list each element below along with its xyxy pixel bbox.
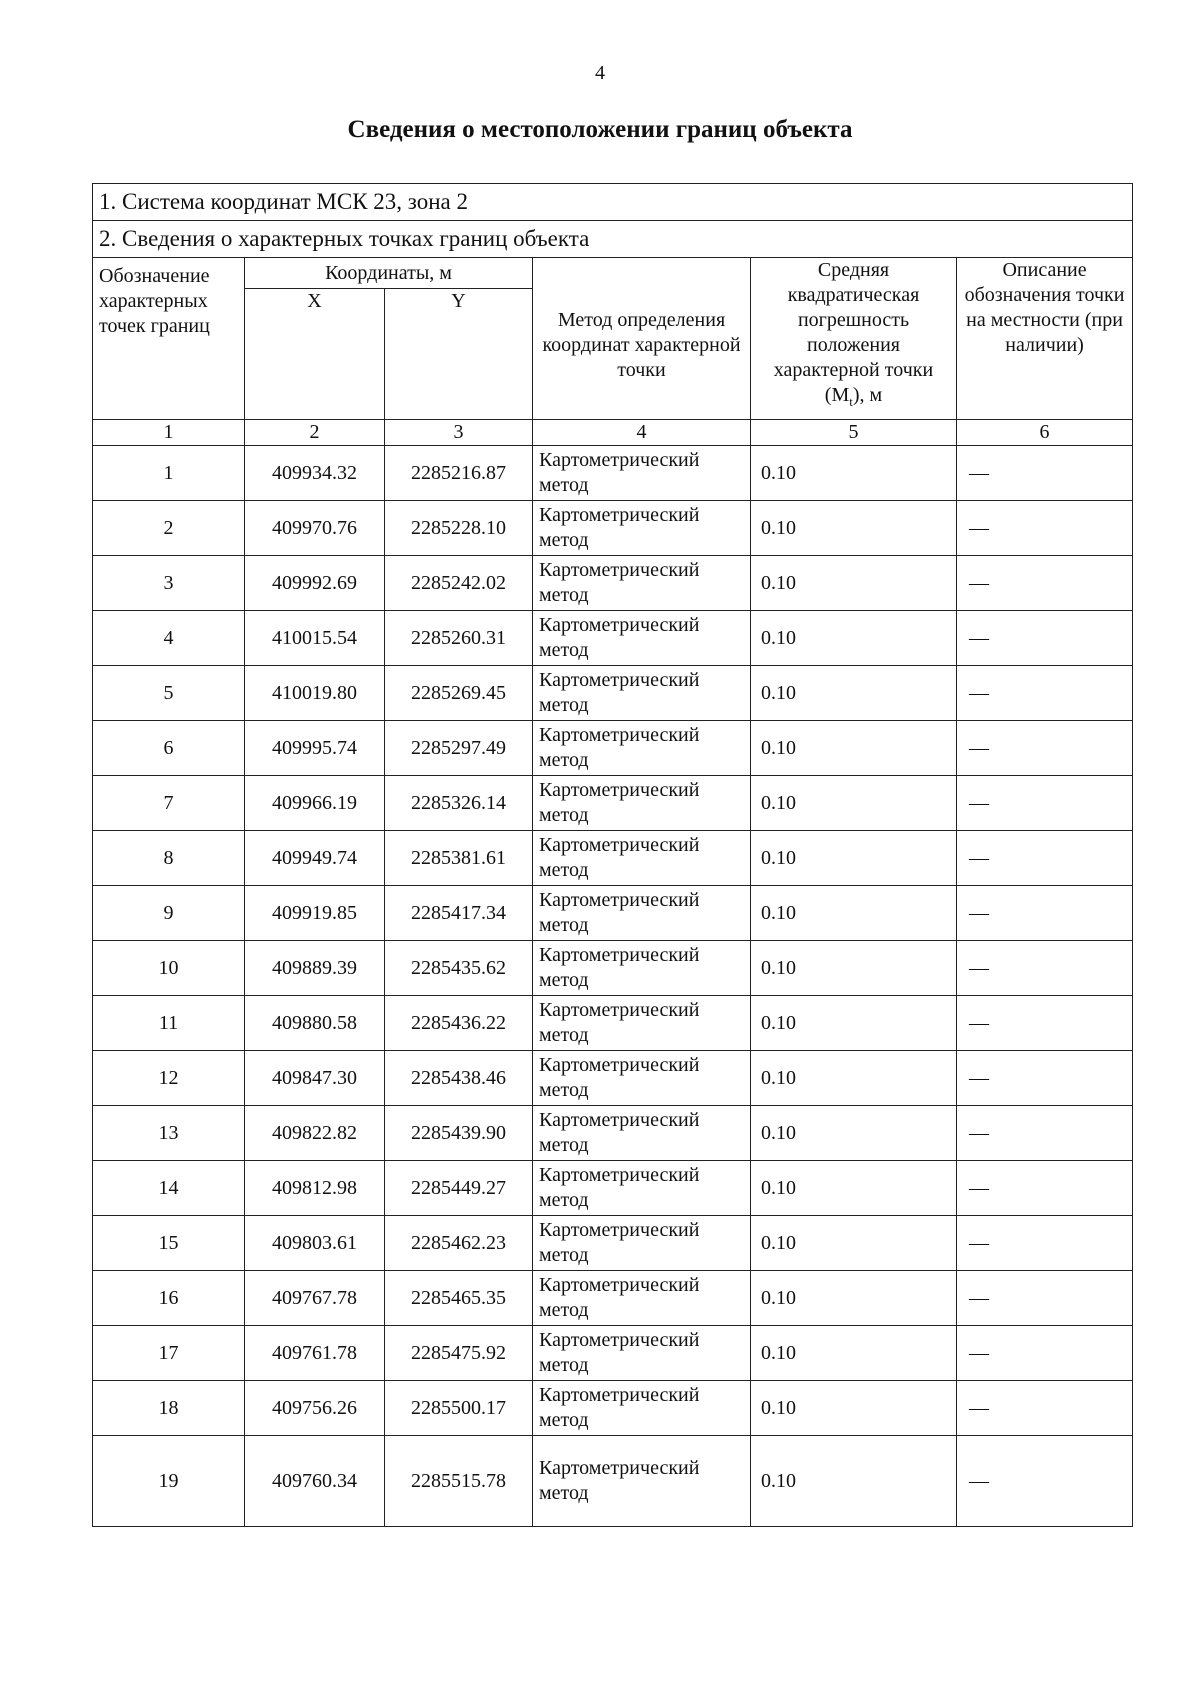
description-cell: — [957, 1436, 1133, 1527]
error-cell: 0.10 [751, 1381, 957, 1436]
method-cell: Картометрический метод [533, 721, 751, 776]
method-cell: Картометрический метод [533, 1381, 751, 1436]
table-row [93, 501, 1133, 556]
error-cell: 0.10 [751, 1271, 957, 1326]
y-coordinate-cell: 2285417.34 [385, 886, 533, 941]
method-cell: Картометрический метод [533, 1106, 751, 1161]
table-row [93, 1051, 1133, 1106]
method-cell: Картометрический метод [533, 941, 751, 996]
y-coordinate-cell: 2285435.62 [385, 941, 533, 996]
description-cell: — [957, 501, 1133, 556]
table-row [93, 556, 1133, 611]
y-coordinate-cell: 2285500.17 [385, 1381, 533, 1436]
page-number: 4 [595, 62, 605, 84]
y-coordinate-cell: 2285465.35 [385, 1271, 533, 1326]
description-cell: — [957, 941, 1133, 996]
x-coordinate-cell: 409949.74 [245, 831, 385, 886]
point-number-cell: 6 [93, 721, 245, 776]
description-cell: — [957, 1051, 1133, 1106]
description-cell: — [957, 1216, 1133, 1271]
table-row [93, 446, 1133, 501]
header-x: X [245, 289, 385, 420]
error-cell: 0.10 [751, 886, 957, 941]
column-number: 2 [245, 420, 385, 446]
x-coordinate-cell: 409767.78 [245, 1271, 385, 1326]
method-cell: Картометрический метод [533, 831, 751, 886]
table-row [93, 1271, 1133, 1326]
header-error-main: Средняя квадратическая погрешность положения характерной точки (M [773, 259, 934, 406]
header-error [751, 258, 957, 420]
x-coordinate-cell: 409761.78 [245, 1326, 385, 1381]
point-number-cell: 19 [93, 1436, 245, 1527]
y-coordinate-cell: 2285326.14 [385, 776, 533, 831]
description-cell: — [957, 666, 1133, 721]
error-cell: 0.10 [751, 1106, 957, 1161]
table-row [93, 611, 1133, 666]
table-row [93, 721, 1133, 776]
x-coordinate-cell: 409756.26 [245, 1381, 385, 1436]
points-section-row [93, 221, 1133, 258]
point-number-cell: 10 [93, 941, 245, 996]
description-cell: — [957, 886, 1133, 941]
y-coordinate-cell: 2285475.92 [385, 1326, 533, 1381]
table-row [93, 886, 1133, 941]
description-cell: — [957, 611, 1133, 666]
x-coordinate-cell: 409966.19 [245, 776, 385, 831]
point-number-cell: 4 [93, 611, 245, 666]
point-number-cell: 8 [93, 831, 245, 886]
description-cell: — [957, 776, 1133, 831]
method-cell: Картометрический метод [533, 1271, 751, 1326]
description-cell: — [957, 831, 1133, 886]
method-cell: Картометрический метод [533, 666, 751, 721]
description-cell: — [957, 1106, 1133, 1161]
point-number-cell: 9 [93, 886, 245, 941]
point-number-cell: 3 [93, 556, 245, 611]
x-coordinate-cell: 409822.82 [245, 1106, 385, 1161]
error-cell: 0.10 [751, 1216, 957, 1271]
method-cell: Картометрический метод [533, 1051, 751, 1106]
method-cell: Картометрический метод [533, 1436, 751, 1527]
description-cell: — [957, 1161, 1133, 1216]
x-coordinate-cell: 409919.85 [245, 886, 385, 941]
method-cell: Картометрический метод [533, 996, 751, 1051]
error-cell: 0.10 [751, 721, 957, 776]
x-coordinate-cell: 409934.32 [245, 446, 385, 501]
point-number-cell: 5 [93, 666, 245, 721]
coordinate-system-row [93, 184, 1133, 221]
table-row [93, 1161, 1133, 1216]
column-number-row [93, 420, 1133, 446]
description-cell: — [957, 556, 1133, 611]
table-row [93, 1106, 1133, 1161]
description-cell: — [957, 1381, 1133, 1436]
error-cell: 0.10 [751, 611, 957, 666]
description-cell: — [957, 1326, 1133, 1381]
page-title: Сведения о местоположении границ объекта [347, 116, 853, 143]
header-error-tail: ), м [852, 384, 883, 406]
y-coordinate-cell: 2285242.02 [385, 556, 533, 611]
x-coordinate-cell: 409812.98 [245, 1161, 385, 1216]
error-cell: 0.10 [751, 666, 957, 721]
y-coordinate-cell: 2285462.23 [385, 1216, 533, 1271]
y-coordinate-cell: 2285260.31 [385, 611, 533, 666]
error-cell: 0.10 [751, 941, 957, 996]
method-cell: Картометрический метод [533, 1216, 751, 1271]
description-cell: — [957, 721, 1133, 776]
boundary-points-table [92, 183, 1133, 1527]
table-row [93, 996, 1133, 1051]
point-number-cell: 16 [93, 1271, 245, 1326]
table-row [93, 1381, 1133, 1436]
y-coordinate-cell: 2285216.87 [385, 446, 533, 501]
method-cell: Картометрический метод [533, 1326, 751, 1381]
point-number-cell: 11 [93, 996, 245, 1051]
y-coordinate-cell: 2285439.90 [385, 1106, 533, 1161]
x-coordinate-cell: 409970.76 [245, 501, 385, 556]
column-number: 6 [957, 420, 1133, 446]
point-number-cell: 12 [93, 1051, 245, 1106]
table-row [93, 941, 1133, 996]
header-method: Метод определения координат характерной точки [533, 258, 751, 420]
method-cell: Картометрический метод [533, 776, 751, 831]
table-row [93, 666, 1133, 721]
x-coordinate-cell: 409992.69 [245, 556, 385, 611]
error-cell: 0.10 [751, 1051, 957, 1106]
column-number: 1 [93, 420, 245, 446]
header-row [93, 258, 1133, 289]
point-number-cell: 13 [93, 1106, 245, 1161]
error-cell: 0.10 [751, 1161, 957, 1216]
point-number-cell: 1 [93, 446, 245, 501]
y-coordinate-cell: 2285381.61 [385, 831, 533, 886]
table-row [93, 831, 1133, 886]
point-number-cell: 14 [93, 1161, 245, 1216]
y-coordinate-cell: 2285449.27 [385, 1161, 533, 1216]
header-coords: Координаты, м [245, 258, 533, 289]
x-coordinate-cell: 410019.80 [245, 666, 385, 721]
table-row [93, 776, 1133, 831]
point-number-cell: 2 [93, 501, 245, 556]
column-number: 5 [751, 420, 957, 446]
description-cell: — [957, 996, 1133, 1051]
x-coordinate-cell: 410015.54 [245, 611, 385, 666]
points-section-label: 2. Сведения о характерных точках границ объекта [93, 221, 1133, 258]
y-coordinate-cell: 2285228.10 [385, 501, 533, 556]
error-cell: 0.10 [751, 501, 957, 556]
point-number-cell: 17 [93, 1326, 245, 1381]
method-cell: Картометрический метод [533, 611, 751, 666]
column-number: 4 [533, 420, 751, 446]
x-coordinate-cell: 409803.61 [245, 1216, 385, 1271]
method-cell: Картометрический метод [533, 556, 751, 611]
error-cell: 0.10 [751, 1326, 957, 1381]
x-coordinate-cell: 409995.74 [245, 721, 385, 776]
description-cell: — [957, 446, 1133, 501]
description-cell: — [957, 1271, 1133, 1326]
table-row [93, 1216, 1133, 1271]
coordinate-system-label: 1. Система координат МСК 23, зона 2 [93, 184, 1133, 221]
error-cell: 0.10 [751, 1436, 957, 1527]
table-row [93, 1436, 1133, 1527]
header-point: Обозначение характерных точек границ [93, 258, 245, 420]
error-cell: 0.10 [751, 556, 957, 611]
method-cell: Картометрический метод [533, 886, 751, 941]
x-coordinate-cell: 409847.30 [245, 1051, 385, 1106]
error-cell: 0.10 [751, 446, 957, 501]
y-coordinate-cell: 2285438.46 [385, 1051, 533, 1106]
y-coordinate-cell: 2285269.45 [385, 666, 533, 721]
x-coordinate-cell: 409760.34 [245, 1436, 385, 1527]
method-cell: Картометрический метод [533, 1161, 751, 1216]
point-number-cell: 15 [93, 1216, 245, 1271]
y-coordinate-cell: 2285297.49 [385, 721, 533, 776]
point-number-cell: 18 [93, 1381, 245, 1436]
table-row [93, 1326, 1133, 1381]
method-cell: Картометрический метод [533, 501, 751, 556]
header-y: Y [385, 289, 533, 420]
x-coordinate-cell: 409880.58 [245, 996, 385, 1051]
method-cell: Картометрический метод [533, 446, 751, 501]
error-cell: 0.10 [751, 776, 957, 831]
header-error-sub: t [849, 394, 853, 409]
column-number: 3 [385, 420, 533, 446]
error-cell: 0.10 [751, 831, 957, 886]
y-coordinate-cell: 2285436.22 [385, 996, 533, 1051]
y-coordinate-cell: 2285515.78 [385, 1436, 533, 1527]
point-number-cell: 7 [93, 776, 245, 831]
header-description: Описание обозначения точки на местности (при наличии) [957, 258, 1133, 420]
error-cell: 0.10 [751, 996, 957, 1051]
x-coordinate-cell: 409889.39 [245, 941, 385, 996]
